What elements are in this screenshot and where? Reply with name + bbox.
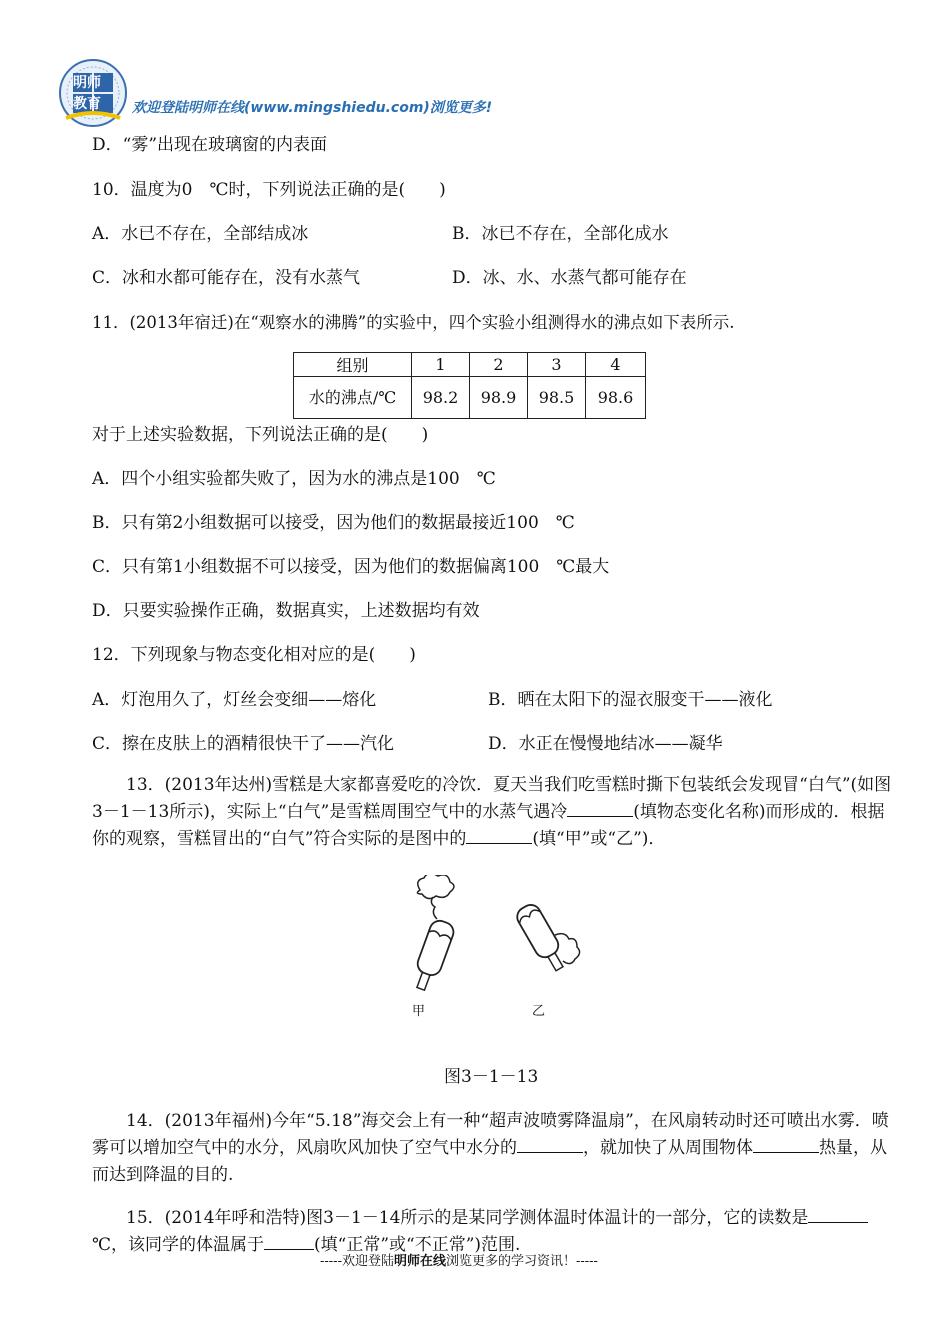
q10-option-d: D．冰、水、水蒸气都可能存在 [452, 268, 687, 288]
table-group-1: 1 [412, 353, 470, 377]
logo-lettering: 明师 教育 [73, 75, 101, 112]
q12-option-d: D．水正在慢慢地结冰——凝华 [488, 734, 723, 754]
q14-paragraph: 14．(2013年福州)今年“5.18”海交会上有一种“超声波喷雾降温扇”，在风扇转动时还可喷出水雾．喷雾可以增加空气中的水分，风扇吹风加快了空气中水分的 ，就加快了从周围物体 热量，从而达到降温的目的. [92, 1111, 889, 1185]
q13-blank-2[interactable] [466, 827, 532, 844]
q10-option-a: A．水已不存在，全部结成冰 [92, 224, 309, 244]
q11-stem: 11．(2013年宿迁)在“观察水的沸腾”的实验中，四个实验小组测得水的沸点如下表所示. [92, 313, 735, 332]
figure-label-yi: 乙 [532, 1004, 546, 1019]
q11-option-d: D．只要实验操作正确，数据真实，上述数据均有效 [92, 601, 480, 621]
q12-option-a: A．灯泡用久了，灯丝会变细——熔化 [92, 690, 377, 710]
table-header-label: 组别 [294, 353, 412, 377]
header-banner[interactable]: 欢迎登陆明师在线(www.mingshiedu.com)浏览更多! [132, 100, 493, 116]
table-value-2: 98.9 [470, 377, 528, 419]
table-group-3: 3 [528, 353, 586, 377]
q9-option-d: D．“雾”出现在玻璃窗的内表面 [92, 135, 328, 155]
q15-paragraph: 15．(2014年呼和浩特)图3－1－14所示的是某同学测体温时体温计的一部分，它的读数是℃，该同学的体温属于 (填“正常”或“不正常”)范围. [92, 1205, 892, 1259]
figure-label-jia: 甲 [412, 1004, 426, 1019]
q13-paragraph: 13．(2013年达州)雪糕是大家都喜爱吃的冷饮．夏天当我们吃雪糕时撕下包装纸会发现冒“白气”(如图3－1－13所示)，实际上“白气”是雪糕周围空气中的水蒸气遇冷 (填物态变化名称)而形成的．根据你的观察，雪糕冒出的“白气”符合实际的是图中的 (填“甲”或“乙”)． [92, 775, 892, 849]
table-value-1: 98.2 [412, 377, 470, 419]
q11-followup: 对于上述实验数据，下列说法正确的是( ) [92, 425, 429, 445]
q10-stem: 10．温度为0 ℃时，下列说法正确的是( ) [92, 180, 446, 200]
table-row-label: 水的沸点/℃ [294, 377, 412, 419]
boiling-point-table [293, 352, 646, 419]
q13-blank-1[interactable] [567, 800, 633, 817]
q11-option-b: B．只有第2小组数据可以接受，因为他们的数据最接近100 ℃ [92, 513, 575, 533]
q11-option-a: A．四个小组实验都失败了，因为水的沸点是100 ℃ [92, 469, 496, 489]
q12-stem: 12．下列现象与物态变化相对应的是( ) [92, 645, 416, 665]
table-group-2: 2 [470, 353, 528, 377]
q11-option-c: C．只有第1小组数据不可以接受，因为他们的数据偏离100 ℃最大 [92, 557, 610, 577]
page-footer: -----欢迎登陆明师在线浏览更多的学习资讯！----- [320, 1254, 598, 1269]
q10-option-b: B．冰已不存在，全部化成水 [452, 224, 669, 244]
q12-option-b: B．晒在太阳下的湿衣服变干——液化 [488, 690, 773, 710]
figure-caption: 图3－1－13 [444, 1067, 539, 1087]
table-value-3: 98.5 [528, 377, 586, 419]
q10-option-c: C．冰和水都可能存在，没有水蒸气 [92, 268, 361, 288]
q15-blank-1[interactable] [808, 1206, 868, 1223]
table-value-4: 98.6 [586, 377, 646, 419]
q15-blank-2[interactable] [264, 1233, 314, 1250]
q14-blank-2[interactable] [753, 1136, 819, 1153]
footer-brand-link[interactable]: 明师在线 [393, 1254, 446, 1269]
q14-blank-1[interactable] [517, 1136, 583, 1153]
table-group-4: 4 [586, 353, 646, 377]
popsicle-figure [395, 875, 605, 995]
q12-option-c: C．擦在皮肤上的酒精很快干了——汽化 [92, 734, 395, 754]
